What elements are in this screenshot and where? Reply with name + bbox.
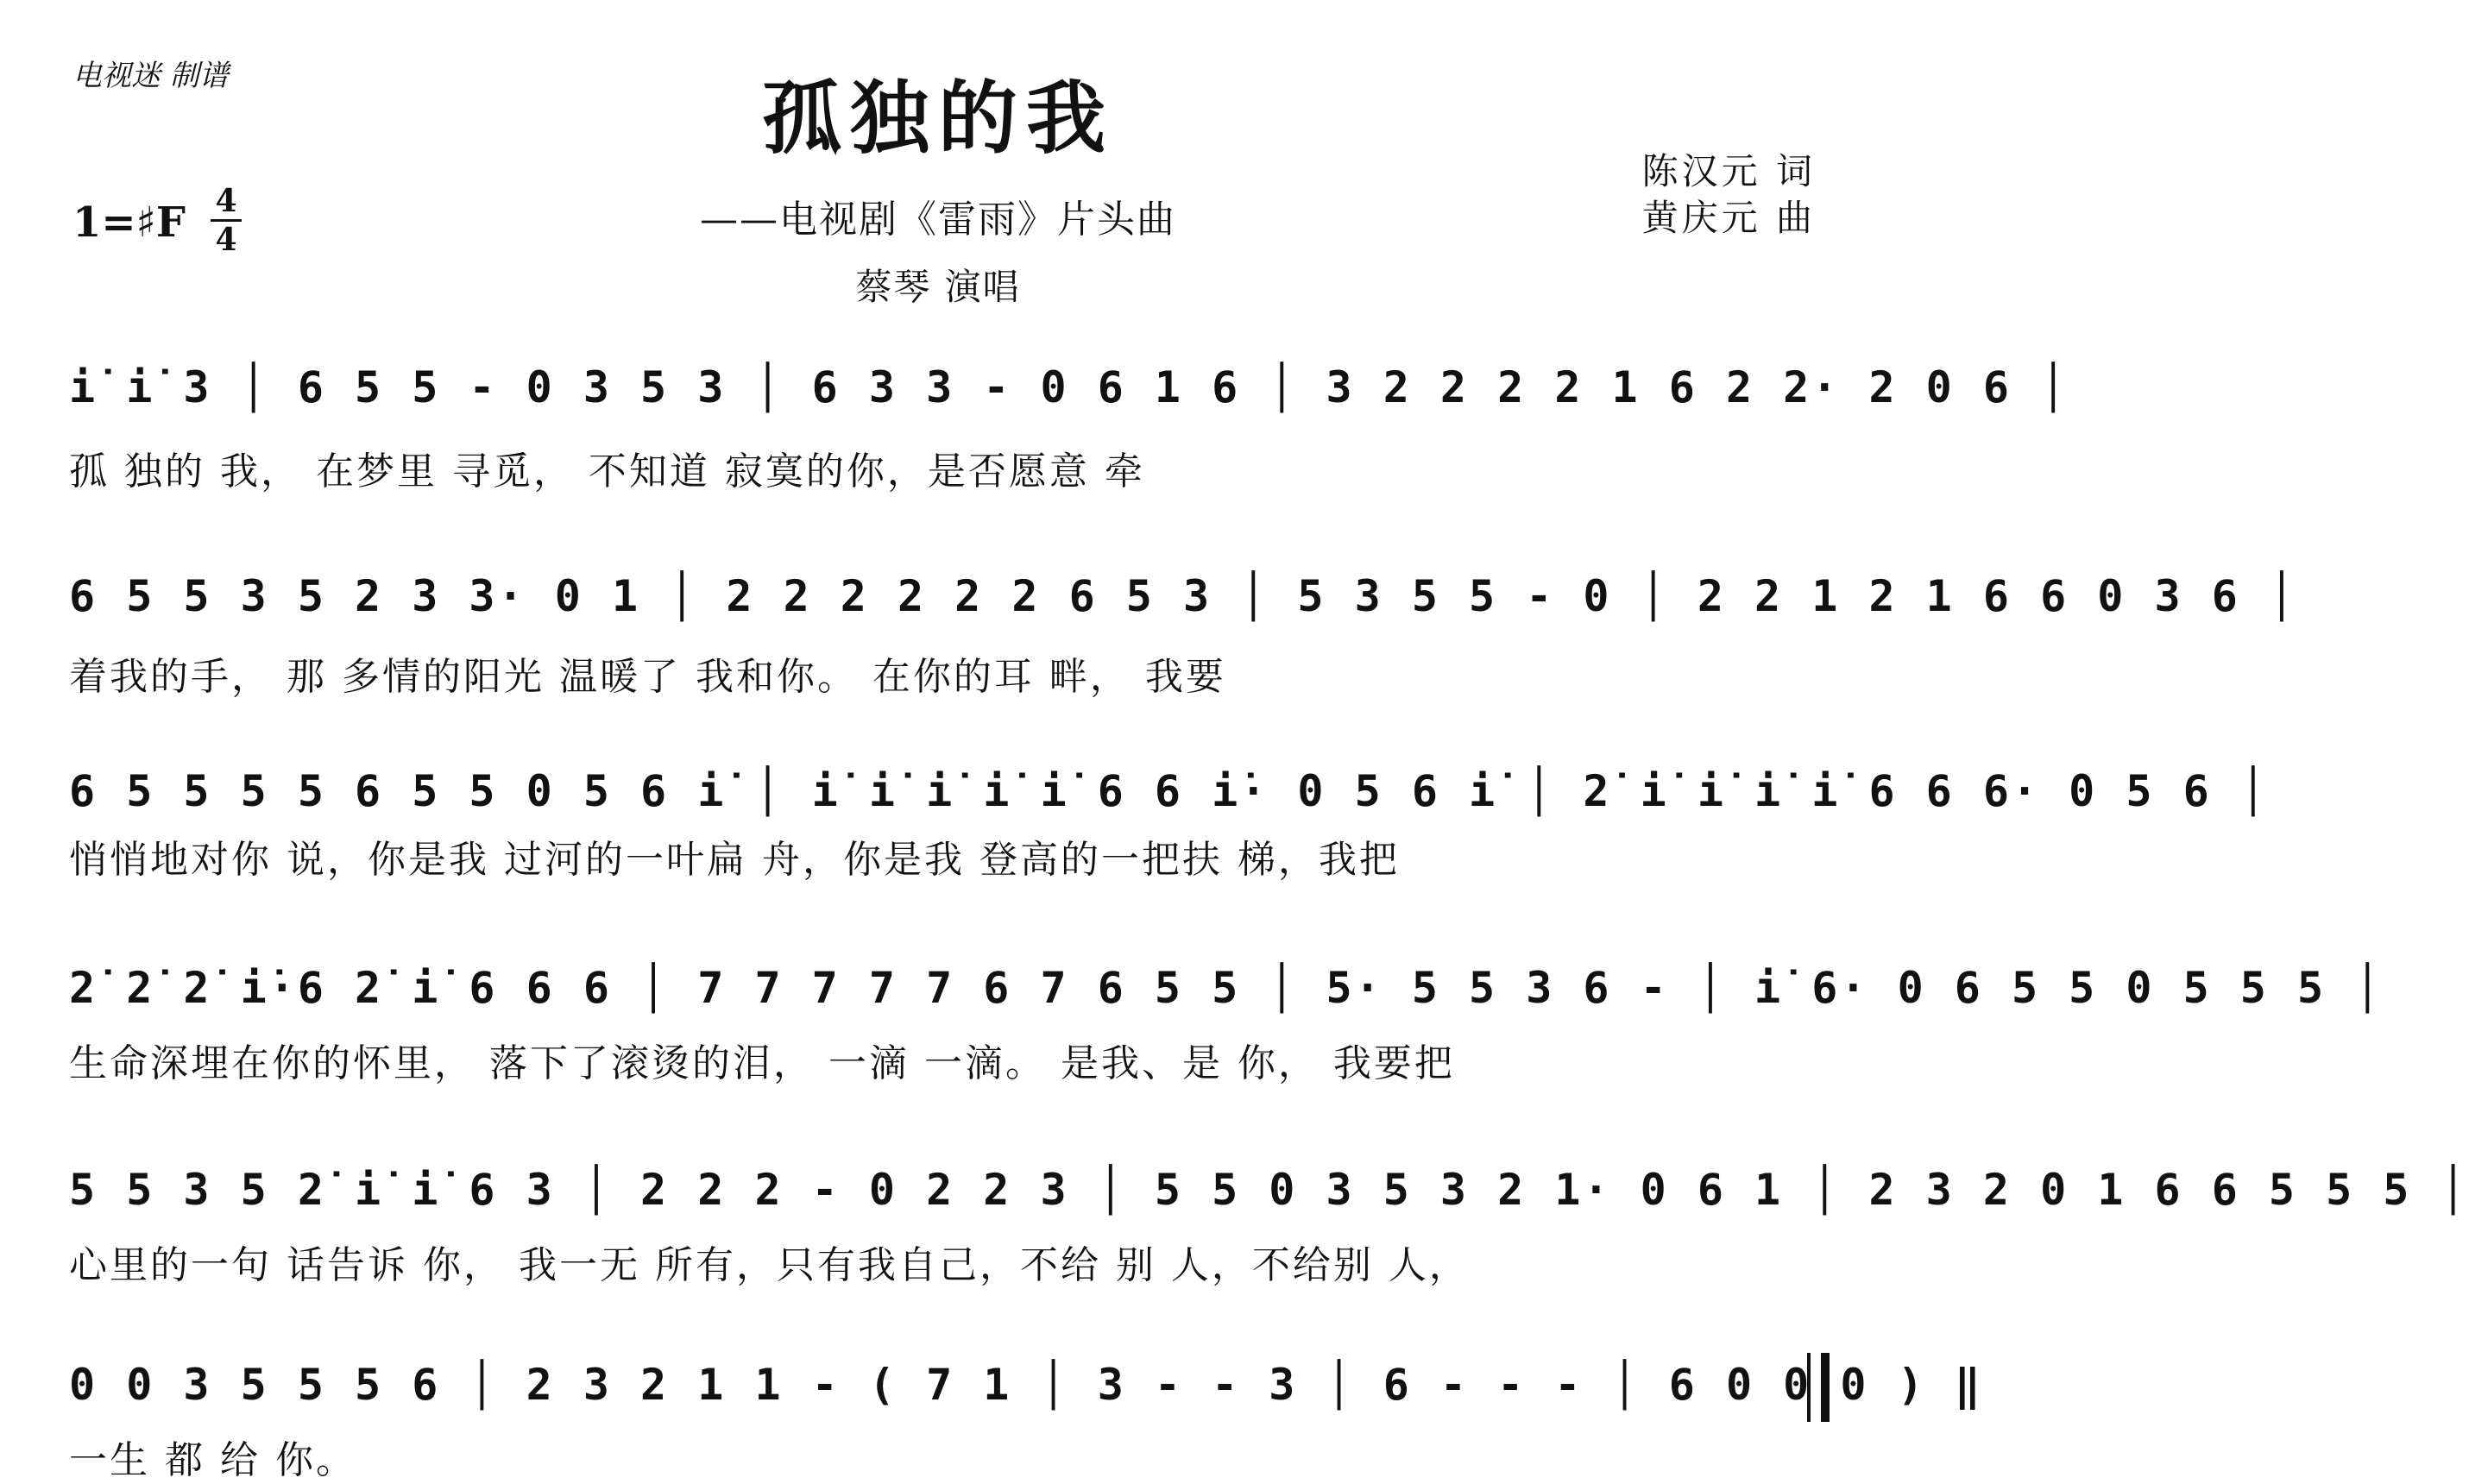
lyrics-line-6: 一生 都 给 你。: [69, 1438, 356, 1482]
singer-credit: 蔡琴 演唱: [855, 266, 1021, 308]
notation-line-5: 5 5 3 5 2̇ i̇ i̇ 6 3 │ 2 2 2 - 0 2 2 3 │ 5 5 0 3 5 3 2 1· 0 6 1 │ 2 3 2 0 1 6 6 5 5 5 │: [69, 1165, 2469, 1215]
meter-bottom: 4: [215, 222, 237, 258]
notation-line-1: i̇ i̇ 3 │ 6 5 5 - 0 3 5 3 │ 6 3 3 - 0 6 1 6 │ 3 2 2 2 2 1 6 2 2· 2 0 6 │: [69, 362, 2069, 412]
lyrics-line-4: 生命深埋在你的怀里， 落下了滚烫的泪， 一滴 一滴。 是我、是 你， 我要把: [69, 1041, 1455, 1085]
song-title: 孤独的我: [761, 72, 1114, 165]
notation-line-2: 6 5 5 3 5 2 3 3· 0 1 │ 2 2 2 2 2 2 6 5 3 │ 5 3 5 5 - 0 │ 2 2 1 2 1 6 6 0 3 6 │: [69, 571, 2297, 621]
notation-line-4: 2̇ 2̇ 2̇ i̇·6 2̇ i̇ 6 6 6 │ 7 7 7 7 7 6 7 6 5 5 │ 5· 5 5 3 6 - │ i̇ 6· 0 6 5 5 0 5 5 5 │: [69, 963, 2384, 1013]
maker-credit: 电视迷 制谱: [72, 59, 229, 93]
lyricist-credit: 陈汉元 词: [1641, 150, 1816, 192]
lyrics-line-5: 心里的一句 话告诉 你， 我一无 所有，只有我自己，不给 别 人，不给别 人，: [69, 1243, 1470, 1287]
time-signature: [211, 185, 242, 256]
notation-line-3: 6 5 5 5 5 6 5 5 0 5 6 i̇ │ i̇ i̇ i̇ i̇ i̇ 6 6 i̇· 0 5 6 i̇ │ 2̇ i̇ i̇ i̇ i̇ 6 6 6· 0 5 6 │: [69, 766, 2269, 816]
meter-top: 4: [215, 183, 237, 219]
notation-line-6: 0 0 3 5 5 5 6 │ 2 3 2 1 1 - ( 7 1 │ 3 - - 3 │ 6 - - - │ 6 0 0 0 ) ‖: [69, 1360, 1983, 1410]
song-subtitle: ——电视剧《雷雨》片头曲: [700, 198, 1176, 242]
lyrics-line-3: 悄悄地对你 说，你是我 过河的一叶扁 舟，你是我 登高的一把扶 梯，我把: [69, 838, 1400, 882]
lyrics-line-1: 孤 独的 我， 在梦里 寻觅， 不知道 寂寞的你，是否愿意 牵: [69, 450, 1145, 494]
final-barline: [1807, 1353, 1830, 1422]
composer-credit: 黄庆元 曲: [1641, 197, 1816, 239]
key-signature: 1=♯F: [72, 198, 186, 247]
lyrics-line-2: 着我的手， 那 多情的阳光 温暖了 我和你。 在你的耳 畔， 我要: [69, 655, 1226, 699]
